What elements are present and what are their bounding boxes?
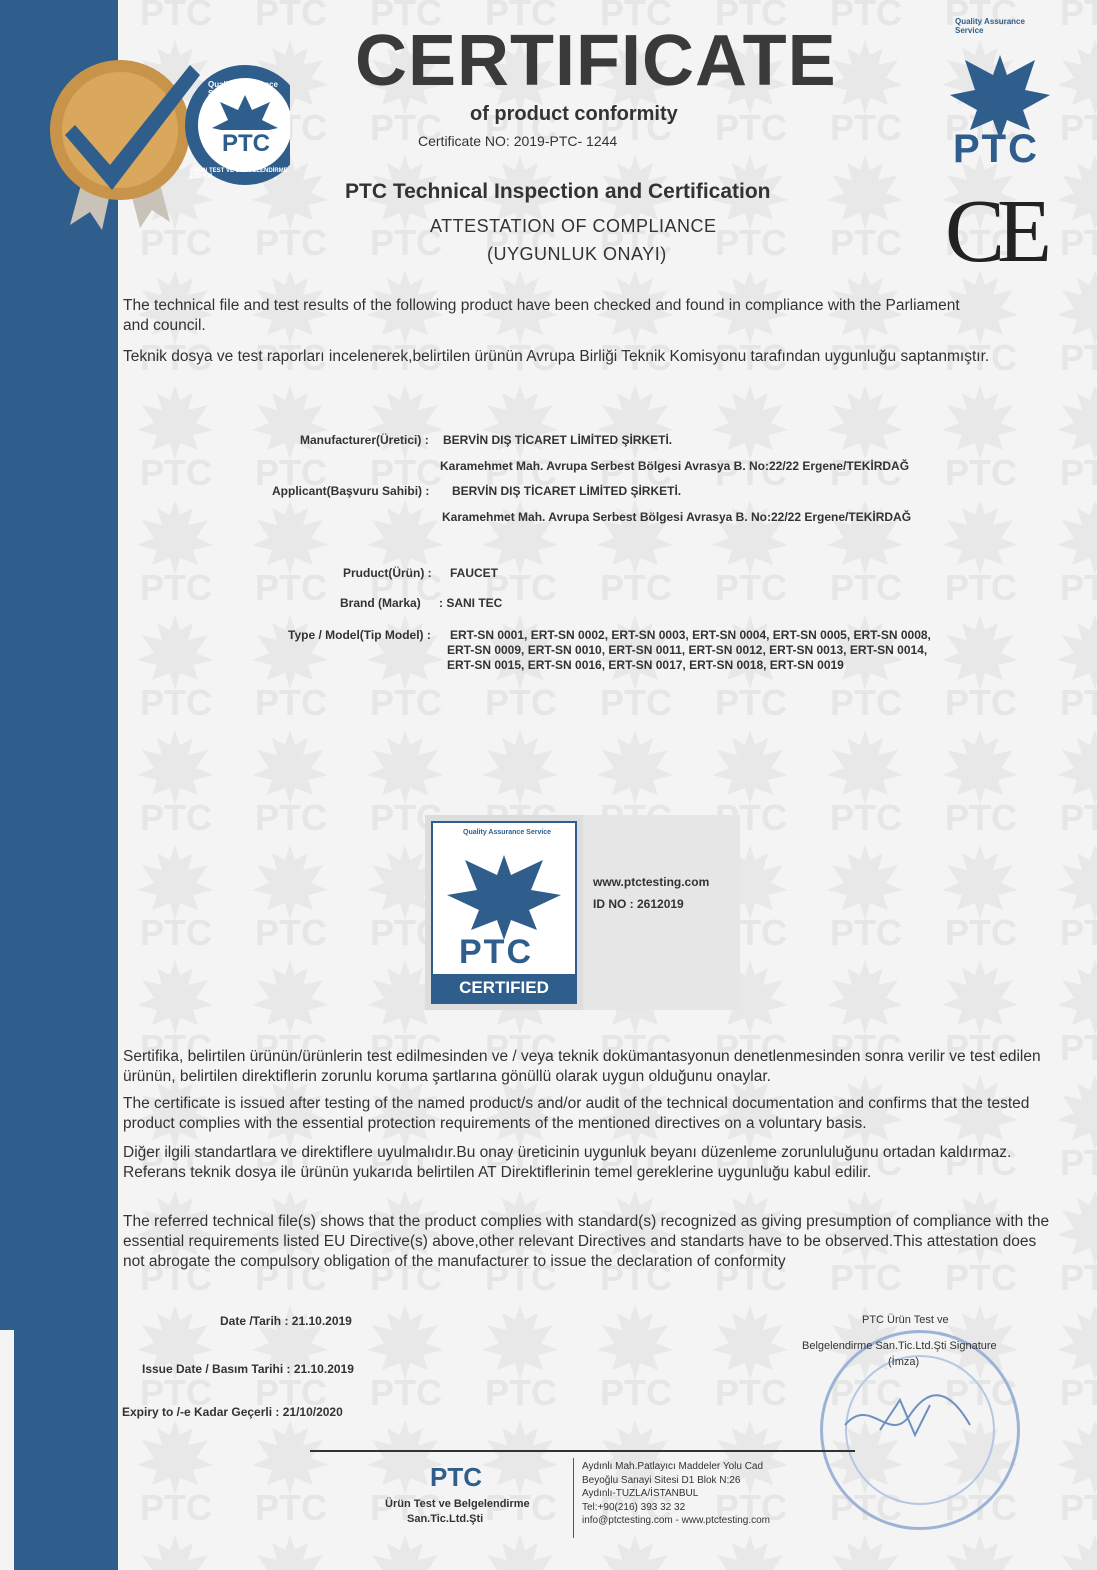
certificate-title: CERTIFICATE bbox=[355, 21, 837, 101]
signature-line-2: Belgelendirme San.Tic.Ltd.Şti Signature bbox=[802, 1340, 997, 1352]
model-line-2: ERT-SN 0009, ERT-SN 0010, ERT-SN 0011, ERT-SN 0012, ERT-SN 0013, ERT-SN 0014, bbox=[447, 643, 928, 657]
statement-en-2: The referred technical file(s) shows that the product complies with standard(s) recognized as giving presumption of compliance with the essential requirements listed EU Directive(s) above,other relevant Directives and standarts have to be observed.This attestation does not abrogate the compulsory obligation of the manufacturer to issue the declaration of conformity bbox=[123, 1213, 1050, 1270]
seal-logo-text: PTC bbox=[222, 130, 270, 157]
model-line-3: ERT-SN 0015, ERT-SN 0016, ERT-SN 0017, ERT-SN 0018, ERT-SN 0019 bbox=[447, 658, 844, 672]
footer-logo: PTC bbox=[430, 1462, 482, 1492]
footer-company-2: San.Tic.Ltd.Şti bbox=[407, 1513, 484, 1525]
footer-company-1: Ürün Test ve Belgelendirme bbox=[385, 1498, 530, 1510]
seal-arc-top: Quality Assurance Service bbox=[208, 80, 278, 98]
seal-arc-bottom: ÜRÜN TEST VE BELGELENDİRME LTD.ŞTİ bbox=[190, 168, 288, 180]
certified-label: CERTIFIED bbox=[433, 974, 575, 1002]
badge-arc-text: Quality Assurance Service bbox=[463, 829, 552, 836]
statement-en-1: The certificate is issued after testing of the named product/s and/or audit of the technical documentation and confirms that the tested product complies with the essential protection requirements of the mentioned directives on a voluntary basis. bbox=[123, 1095, 1030, 1132]
certificate-number: Certificate NO: 2019-PTC- 1244 bbox=[418, 133, 618, 149]
footer-address-2: Beyoğlu Sanayi Sitesi D1 Blok N:26 bbox=[582, 1474, 741, 1486]
organization-name: PTC Technical Inspection and Certification bbox=[345, 180, 771, 203]
ce-mark: CE bbox=[945, 182, 1045, 281]
left-stripe bbox=[0, 0, 118, 1570]
footer-address-1: Aydınlı Mah.Patlayıcı Maddeler Yolu Cad bbox=[582, 1461, 764, 1472]
attestation-tr: (UYGUNLUK ONAYI) bbox=[487, 244, 667, 264]
date-field: Date /Tarih : 21.10.2019 bbox=[220, 1314, 352, 1328]
quality-seal bbox=[30, 40, 290, 235]
footer-email-web: info@ptctesting.com - www.ptctesting.com bbox=[582, 1515, 770, 1526]
statement-tr-1: Sertifika, belirtilen ürünün/ürünlerin test edilmesinden ve / veya teknik dokümantasyonun denetlenmesinden sonra verilir ve test edilen ürünün, belirtilen direktiflerin zorunlu koruma şartlarına gönüllü olarak uygun olduğunu onaylar. bbox=[123, 1048, 1041, 1085]
expiry-field: Expiry to /-e Kadar Geçerli : 21/10/2020 bbox=[122, 1405, 343, 1419]
badge-eagle-icon bbox=[433, 835, 575, 945]
intro-en: The technical file and test results of the following product have been checked and found in compliance with the Parliament and council. bbox=[123, 297, 960, 334]
applicant-address: Karamehmet Mah. Avrupa Serbest Bölgesi Avrasya B. No:22/22 Ergene/TEKİRDAĞ bbox=[442, 510, 912, 524]
left-stripe-tail bbox=[0, 1330, 14, 1570]
signature-line-1: PTC Ürün Test ve bbox=[862, 1314, 949, 1326]
applicant-label: Applicant(Başvuru Sahibi) : bbox=[272, 484, 430, 498]
footer-address-3: Aydınlı-TUZLA/İSTANBUL bbox=[582, 1488, 699, 1499]
attestation-en: ATTESTATION OF COMPLIANCE bbox=[430, 216, 717, 236]
issue-date-field: Issue Date / Basım Tarihi : 21.10.2019 bbox=[142, 1362, 354, 1376]
brand-label: Brand (Marka) bbox=[340, 596, 421, 610]
footer-phone: Tel:+90(216) 393 32 32 bbox=[582, 1501, 686, 1513]
certified-badge-frame bbox=[431, 821, 577, 1004]
ptc-logo-right bbox=[945, 17, 1055, 180]
footer-rule bbox=[310, 1450, 855, 1452]
right-logo-text: PTC bbox=[953, 127, 1039, 171]
brand-value: : SANI TEC bbox=[439, 596, 503, 610]
badge-logo-text: PTC bbox=[459, 933, 533, 971]
footer-address bbox=[582, 1460, 770, 1528]
statement-tr-2: Diğer ilgili standartlara ve direktiflere uyulmalıdır.Bu onay üreticinin uygunluk beyanı düzenleme zorunluluğunu ortadan kaldırmaz. Referans teknik dosya ile ürünün yukarıda belirtilen AT Direktiflerinin temel gereklerine uygunluğu kabul edilir. bbox=[123, 1144, 1012, 1181]
footer-divider bbox=[573, 1458, 574, 1538]
manufacturer-value: BERVİN DIŞ TİCARET LİMİTED ŞİRKETİ. bbox=[443, 433, 673, 447]
product-value: FAUCET bbox=[450, 566, 498, 580]
badge-website: www.ptctesting.com bbox=[593, 875, 710, 889]
intro-tr: Teknik dosya ve test raporları incelenerek,belirtilen ürünün Avrupa Birliği Teknik Komisyonu tarafından uygunluğu saptanmıştır. bbox=[123, 348, 990, 365]
model-line-1: ERT-SN 0001, ERT-SN 0002, ERT-SN 0003, ERT-SN 0004, ERT-SN 0005, ERT-SN 0008, bbox=[450, 628, 931, 642]
badge-info-panel bbox=[583, 815, 740, 1010]
manufacturer-address: Karamehmet Mah. Avrupa Serbest Bölgesi Avrasya B. No:22/22 Ergene/TEKİRDAĞ bbox=[440, 459, 910, 473]
badge-id: ID NO : 2612019 bbox=[593, 897, 684, 911]
signature-line-3: (İmza) bbox=[888, 1356, 920, 1368]
certificate-subtitle: of product conformity bbox=[470, 103, 678, 125]
applicant-value: BERVİN DIŞ TİCARET LİMİTED ŞİRKETİ. bbox=[452, 484, 682, 498]
right-logo-arc: Quality Assurance Service bbox=[955, 17, 1025, 35]
product-label: Pruduct(Ürün) : bbox=[343, 566, 432, 580]
certified-badge bbox=[425, 815, 583, 1010]
model-label: Type / Model(Tip Model) : bbox=[288, 628, 431, 642]
signature-icon bbox=[840, 1385, 990, 1455]
manufacturer-label: Manufacturer(Üretici) : bbox=[300, 433, 429, 447]
